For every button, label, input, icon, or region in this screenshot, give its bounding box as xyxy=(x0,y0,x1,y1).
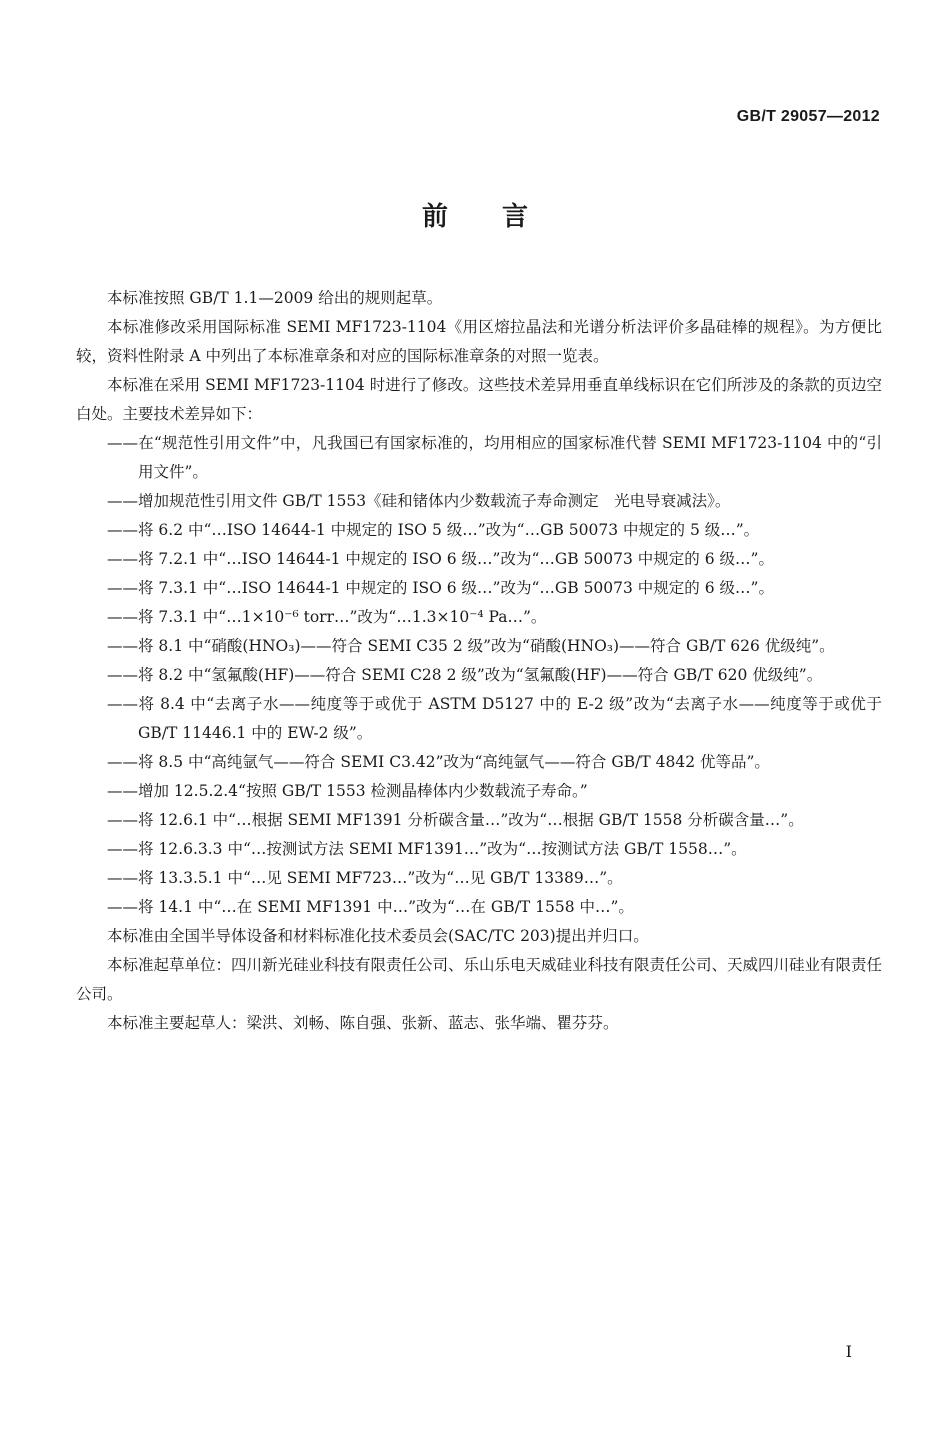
document-body xyxy=(76,284,882,1038)
page-number: I xyxy=(845,1342,852,1361)
difference-item: ——将 6.2 中“…ISO 14644-1 中规定的 ISO 5 级…”改为“…GB 50073 中规定的 5 级…”。 xyxy=(107,521,760,539)
difference-item: ——将 8.4 中“去离子水——纯度等于或优于 ASTM D5127 中的 E-2 级”改为“去离子水——纯度等于或优于 GB/T 11446.1 中的 EW-2 级”。 xyxy=(107,695,882,742)
difference-item: ——将 8.1 中“硝酸(HNO₃)——符合 SEMI C35 2 级”改为“硝酸(HNO₃)——符合 GB/T 626 优级纯”。 xyxy=(107,637,835,655)
difference-item: ——将 14.1 中“…在 SEMI MF1391 中…”改为“…在 GB/T 1558 中…”。 xyxy=(107,898,634,916)
difference-item: ——增加规范性引用文件 GB/T 1553《硅和锗体内少数载流子寿命测定 光电导衰减法》。 xyxy=(107,492,731,510)
paragraph-drafting-rules: 本标准按照 GB/T 1.1—2009 给出的规则起草。 xyxy=(107,289,443,307)
difference-item: ——增加 12.5.2.4“按照 GB/T 1553 检测晶棒体内少数载流子寿命。” xyxy=(107,782,588,800)
difference-item: ——将 12.6.1 中“…根据 SEMI MF1391 分析碳含量…”改为“…根据 GB/T 1558 分析碳含量…”。 xyxy=(107,811,804,829)
standard-code: GB/T 29057—2012 xyxy=(736,108,880,125)
difference-item: ——将 8.5 中“高纯氩气——符合 SEMI C3.42”改为“高纯氩气——符合 GB/T 4842 优等品”。 xyxy=(107,753,770,771)
difference-item: ——在“规范性引用文件”中，凡我国已有国家标准的，均用相应的国家标准代替 SEMI MF1723-1104 中的“引用文件”。 xyxy=(107,434,882,481)
difference-item: ——将 7.2.1 中“…ISO 14644-1 中规定的 ISO 6 级…”改为“…GB 50073 中规定的 6 级…”。 xyxy=(107,550,774,568)
difference-item: ——将 8.2 中“氢氟酸(HF)——符合 SEMI C28 2 级”改为“氢氟酸(HF)——符合 GB/T 620 优级纯”。 xyxy=(107,666,823,684)
paragraph-adoption: 本标准修改采用国际标准 SEMI MF1723-1104《用区熔拉晶法和光谱分析法评价多晶硅棒的规程》。为方便比较，资料性附录 A 中列出了本标准章条和对应的国际标准章条的对照一览表。 xyxy=(76,318,882,365)
paragraph-differences-intro: 本标准在采用 SEMI MF1723-1104 时进行了修改。这些技术差异用垂直单线标识在它们所涉及的条款的页边空白处。主要技术差异如下： xyxy=(76,376,882,423)
paragraph-committee: 本标准由全国半导体设备和材料标准化技术委员会(SAC/TC 203)提出并归口。 xyxy=(107,927,649,945)
difference-item: ——将 13.3.5.1 中“…见 SEMI MF723…”改为“…见 GB/T 13389…”。 xyxy=(107,869,623,887)
paragraph-drafters: 本标准主要起草人：梁洪、刘畅、陈自强、张新、蓝志、张华端、瞿芬芬。 xyxy=(107,1014,619,1032)
paragraph-drafting-units: 本标准起草单位：四川新光硅业科技有限责任公司、乐山乐电天威硅业科技有限责任公司、天威四川硅业有限责任公司。 xyxy=(76,956,883,1003)
difference-item: ——将 7.3.1 中“…1×10⁻⁶ torr…”改为“…1.3×10⁻⁴ Pa…”。 xyxy=(107,608,547,626)
page-title: 前言 xyxy=(421,202,582,232)
difference-item: ——将 7.3.1 中“…ISO 14644-1 中规定的 ISO 6 级…”改为“…GB 50073 中规定的 6 级…”。 xyxy=(107,579,774,597)
difference-item: ——将 12.6.3.3 中“…按测试方法 SEMI MF1391…”改为“…按测试方法 GB/T 1558…”。 xyxy=(107,840,747,858)
